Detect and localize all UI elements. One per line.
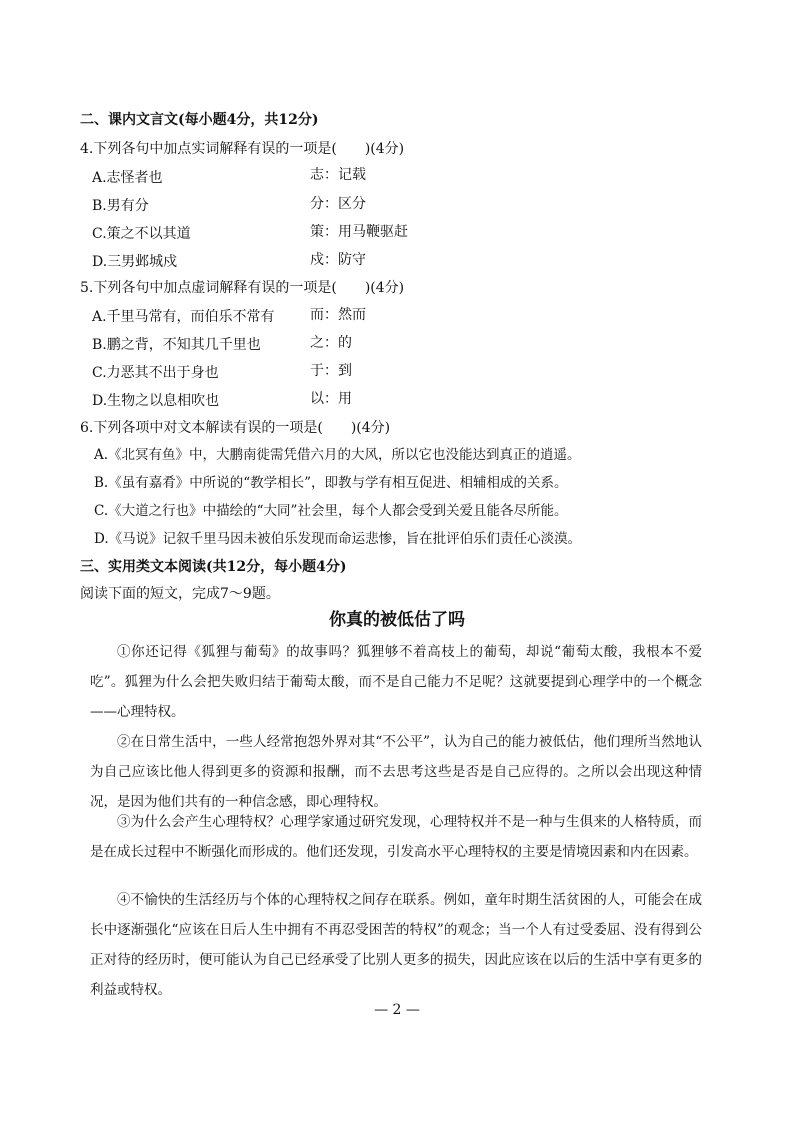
q4-stem: 4.下列各句中加点实词解释有误的一项是( )(4分): [80, 141, 405, 157]
section2-heading: 二、课内文言文(每小题4分，共12分): [80, 112, 319, 128]
q5-option-b: B.鹏之背，不知其几千里也: [92, 337, 261, 353]
article-title: 你真的被低估了吗: [329, 610, 465, 630]
q6-option-a: A.《北冥有鱼》中，大鹏南徙需凭借六月的大风，所以它也没能达到真正的逍遥。: [94, 447, 581, 463]
section3-instruction: 阅读下面的短文，完成7～9题。: [80, 586, 280, 602]
article-paragraph-3: ③为什么会产生心理特权？心理学家通过研究发现，心理特权并不是一种与生俱来的人格特质，而是在成长过程中不断强化而形成的。他们还发现，引发高水平心理特权的主要是情境因素和内在因素。: [90, 814, 702, 860]
q6-option-c: C.《大道之行也》中描绘的“大同”社会里，每个人都会受到关爱且能各尽所能。: [94, 503, 568, 519]
q6-option-d: D.《马说》记叙千里马因未被伯乐发现而命运悲惨，旨在批评伯乐们责任心淡漠。: [94, 531, 582, 547]
q4-option-b: B.男有分: [92, 198, 149, 214]
section3-heading: 三、实用类文本阅读(共12分，每小题4分): [80, 559, 347, 575]
q5-gloss-c: 于：到: [310, 363, 352, 379]
q5-gloss-b: 之：的: [310, 335, 352, 351]
article-paragraph-2: ②在日常生活中，一些人经常抱怨外界对其“不公平”，认为自己的能力被低估，他们理所当然地认为自己应该比他人得到更多的资源和报酬，而不去思考这些是否是自己应得的。之所以会出现这种情况，是因为他们共有的一种信念感，即心理特权。: [90, 734, 702, 810]
q5-option-a: A.千里马常有，而伯乐不常有: [92, 309, 275, 325]
q5-option-c: C.力恶其不出于身也: [92, 365, 219, 381]
q6-stem: 6.下列各项中对文本解读有误的一项是( )(4分): [80, 420, 391, 436]
q4-gloss-a: 志：记载: [310, 167, 366, 183]
q5-gloss-a: 而：然而: [310, 307, 366, 323]
q4-gloss-c: 策：用马鞭驱赶: [310, 224, 408, 240]
q4-gloss-d: 戍：防守: [310, 252, 366, 268]
q4-gloss-b: 分：区分: [310, 196, 366, 212]
q4-option-c: C.策之不以其道: [92, 226, 191, 242]
q4-option-a: A.志怪者也: [92, 170, 163, 186]
q6-option-b: B.《虽有嘉肴》中所说的“教学相长”，即教与学有相互促进、相辅相成的关系。: [94, 475, 568, 491]
q5-option-d: D.生物之以息相吹也: [92, 393, 220, 409]
article-paragraph-1: ①你还记得《狐狸与葡萄》的故事吗？狐狸够不着高枝上的葡萄，却说“葡萄太酸，我根本不爱吃”。狐狸为什么会把失败归结于葡萄太酸，而不是自己能力不足呢？这就要提到心理学中的一个概念——心理特权。: [90, 644, 702, 720]
article-paragraph-4: ④不愉快的生活经历与个体的心理特权之间存在联系。例如，童年时期生活贫困的人，可能会在成长中逐渐强化“应该在日后人生中拥有不再忍受困苦的特权”的观念；当一个人有过受委屈、没有得到公正对待的经历时，便可能认为自己已经承受了比别人更多的损失，因此应该在以后的生活中享有更多的利益或特权。: [90, 892, 702, 998]
q5-gloss-d: 以：用: [310, 391, 352, 407]
q4-option-d: D.三男邺城戍: [92, 254, 178, 270]
q5-stem: 5.下列各句中加点虚词解释有误的一项是( )(4分): [80, 280, 405, 296]
page-number: — 2 —: [374, 1002, 420, 1018]
